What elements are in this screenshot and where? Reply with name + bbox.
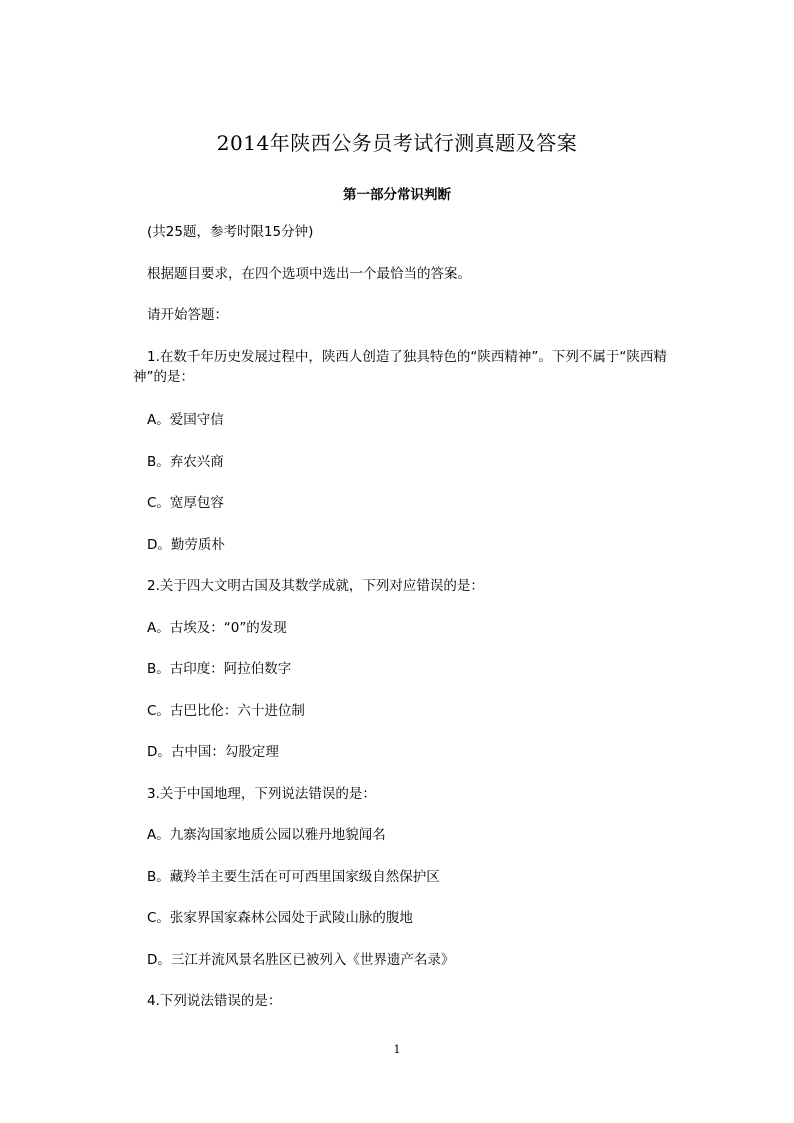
document-title: 2014年陕西公务员考试行测真题及答案 — [216, 131, 578, 155]
page-number: 1 — [393, 1043, 401, 1056]
question-2-option-d: D。古中国：勾股定理 — [147, 744, 279, 760]
question-1-option-a: A。爱国守信 — [147, 412, 224, 428]
question-3-option-c: C。张家界国家森林公园处于武陵山脉的腹地 — [147, 910, 413, 926]
question-1-stem: 1.在数千年历史发展过程中，陕西人创造了独具特色的“陕西精神”。下列不属于“陕西精神”的是： — [133, 349, 667, 385]
intro-time-limit: (共25题，参考时限15分钟) — [147, 224, 314, 240]
question-3-option-d: D。三江并流风景名胜区已被列入《世界遗产名录》 — [147, 952, 455, 968]
question-1-option-c: C。宽厚包容 — [147, 495, 224, 511]
question-2-option-c: C。古巴比伦：六十进位制 — [147, 703, 305, 719]
intro-instruction: 根据题目要求，在四个选项中选出一个最恰当的答案。 — [147, 266, 471, 282]
question-2-option-a: A。古埃及：“0”的发现 — [147, 620, 287, 636]
question-1-option-d: D。勤劳质朴 — [147, 537, 225, 553]
question-4-stem: 4.下列说法错误的是： — [147, 993, 282, 1009]
question-2-stem: 2.关于四大文明古国及其数学成就，下列对应错误的是： — [147, 578, 484, 594]
question-3-stem: 3.关于中国地理，下列说法错误的是： — [147, 786, 376, 802]
intro-start: 请开始答题： — [147, 307, 228, 323]
question-3-option-b: B。藏羚羊主要生活在可可西里国家级自然保护区 — [147, 869, 440, 885]
question-3-option-a: A。九寨沟国家地质公园以雅丹地貌闻名 — [147, 827, 386, 843]
question-1-option-b: B。弃农兴商 — [147, 454, 224, 470]
question-2-option-b: B。古印度：阿拉伯数字 — [147, 661, 292, 677]
section-title: 第一部分常识判断 — [343, 187, 451, 203]
